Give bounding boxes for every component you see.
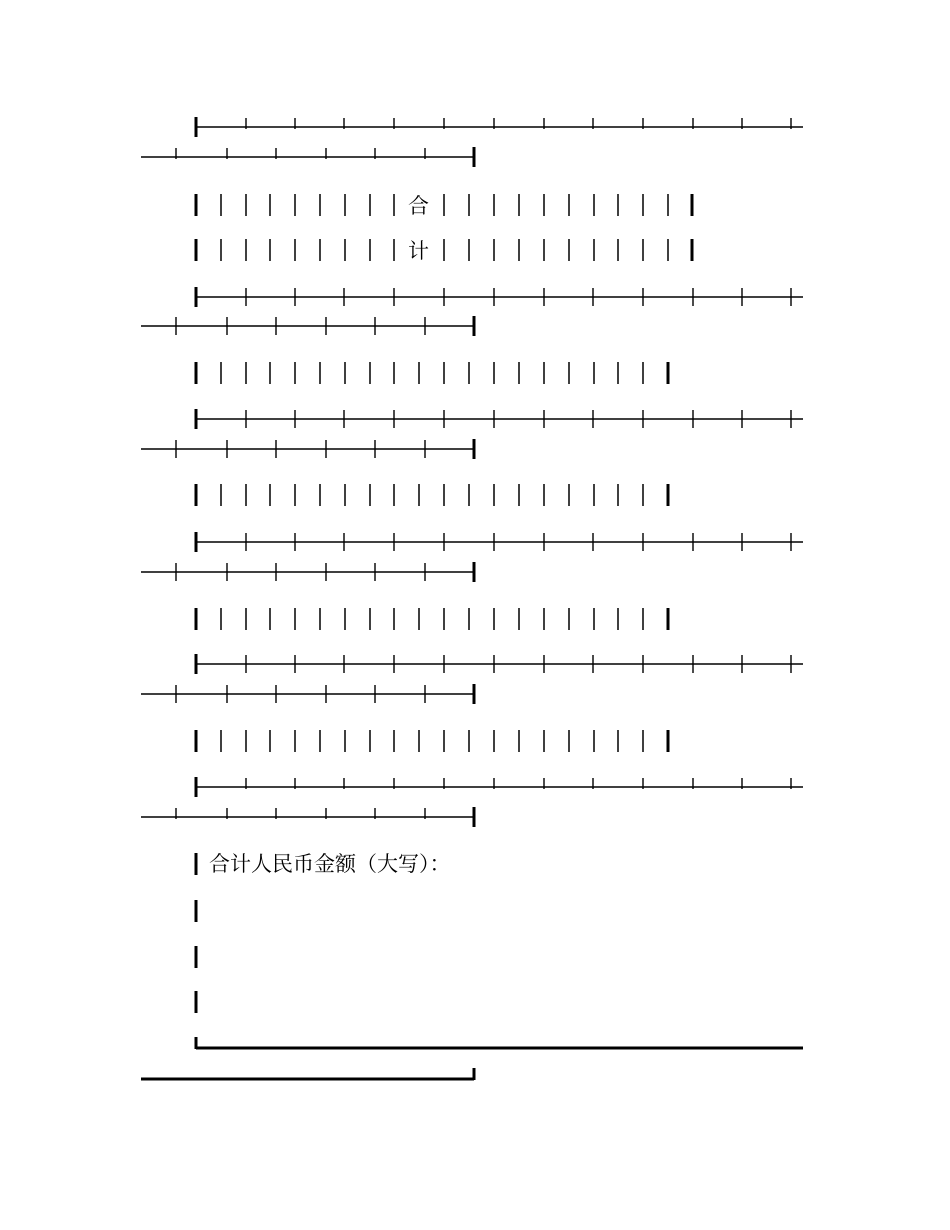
total-label-bottom: 计 — [408, 239, 429, 263]
amount-in-words-label: 合计人民币金额（大写）： — [209, 852, 451, 876]
total-label-top: 合 — [408, 194, 429, 218]
